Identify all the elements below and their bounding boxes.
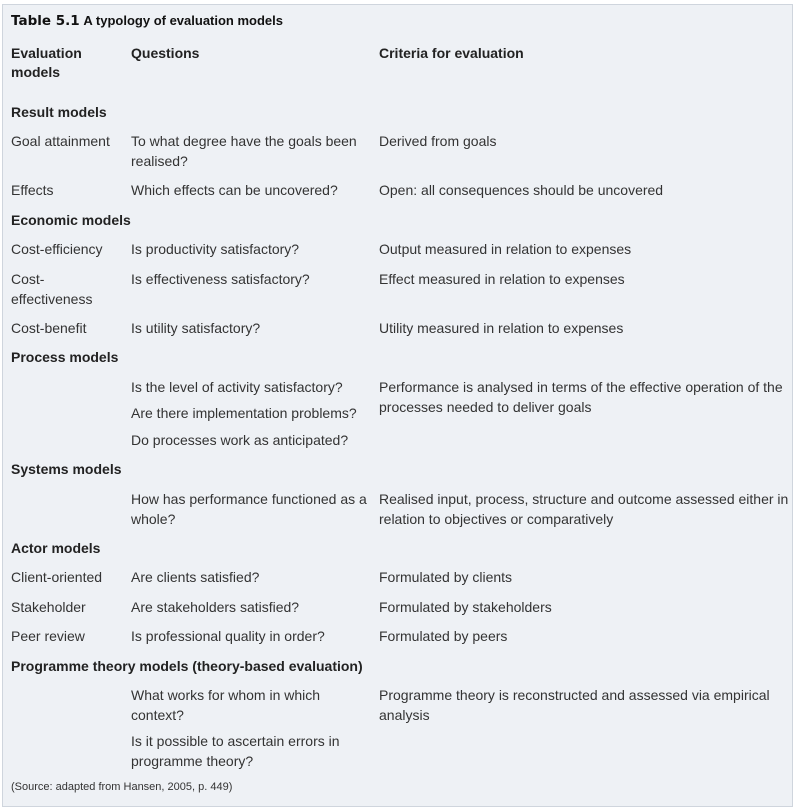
- header-evaluation-models: Evaluation models: [11, 45, 82, 80]
- header-questions: Questions: [131, 45, 200, 61]
- table-number: Table 5.1: [11, 13, 80, 29]
- table-title: A typology of evaluation models: [83, 13, 284, 28]
- question-cell: To what degree have the goals been realised?: [131, 133, 357, 169]
- criteria-cell: Performance is analysed in terms of the effective operation of the processes needed to deliver goals: [379, 379, 783, 415]
- model-cell: Cost-benefit: [11, 320, 87, 336]
- section-systems-models: Systems models: [11, 461, 122, 477]
- question-cell: Is the level of activity satisfactory?: [131, 379, 343, 395]
- section-process-models: Process models: [11, 349, 119, 365]
- section-economic-models: Economic models: [11, 212, 131, 228]
- model-cell: Client-oriented: [11, 569, 103, 585]
- question-cell: Is it possible to ascertain errors in programme theory?: [131, 733, 340, 769]
- criteria-cell: Formulated by peers: [379, 628, 508, 644]
- criteria-cell: Open: all consequences should be uncovered: [379, 182, 664, 198]
- model-cell: Cost-effectiveness: [11, 271, 93, 307]
- section-actor-models: Actor models: [11, 540, 101, 556]
- model-cell: Effects: [11, 182, 54, 198]
- source-note: (Source: adapted from Hansen, 2005, p. 449): [11, 781, 233, 793]
- section-result-models: Result models: [11, 104, 107, 120]
- question-cell: What works for whom in which context?: [131, 687, 321, 723]
- question-cell: Is utility satisfactory?: [131, 320, 261, 336]
- question-cell: Are stakeholders satisfied?: [131, 599, 300, 615]
- criteria-cell: Effect measured in relation to expenses: [379, 271, 625, 287]
- criteria-cell: Output measured in relation to expenses: [379, 241, 632, 257]
- section-programme-theory-models: Programme theory models (theory-based evaluation): [11, 658, 363, 674]
- question-cell: Do processes work as anticipated?: [131, 432, 349, 448]
- question-cell: How has performance functioned as a whole?: [131, 491, 367, 527]
- table-caption: [11, 13, 283, 29]
- model-cell: Stakeholder: [11, 599, 86, 615]
- question-cell: Is productivity satisfactory?: [131, 241, 300, 257]
- table-panel: [2, 4, 793, 807]
- header-criteria: Criteria for evaluation: [379, 45, 524, 61]
- criteria-cell: Utility measured in relation to expenses: [379, 320, 624, 336]
- model-cell: Peer review: [11, 628, 85, 644]
- criteria-cell: Formulated by clients: [379, 569, 513, 585]
- criteria-cell: Formulated by stakeholders: [379, 599, 552, 615]
- model-cell: Goal attainment: [11, 133, 110, 149]
- criteria-cell: Programme theory is reconstructed and assessed via empirical analysis: [379, 687, 770, 723]
- criteria-cell: Derived from goals: [379, 133, 497, 149]
- model-cell: Cost-efficiency: [11, 241, 103, 257]
- question-cell: Is effectiveness satisfactory?: [131, 271, 310, 287]
- question-cell: Are there implementation problems?: [131, 405, 357, 421]
- question-cell: Is professional quality in order?: [131, 628, 325, 644]
- question-cell: Are clients satisfied?: [131, 569, 260, 585]
- criteria-cell: Realised input, process, structure and outcome assessed either in relation to objectives or comparatively: [379, 491, 789, 527]
- question-cell: Which effects can be uncovered?: [131, 182, 338, 198]
